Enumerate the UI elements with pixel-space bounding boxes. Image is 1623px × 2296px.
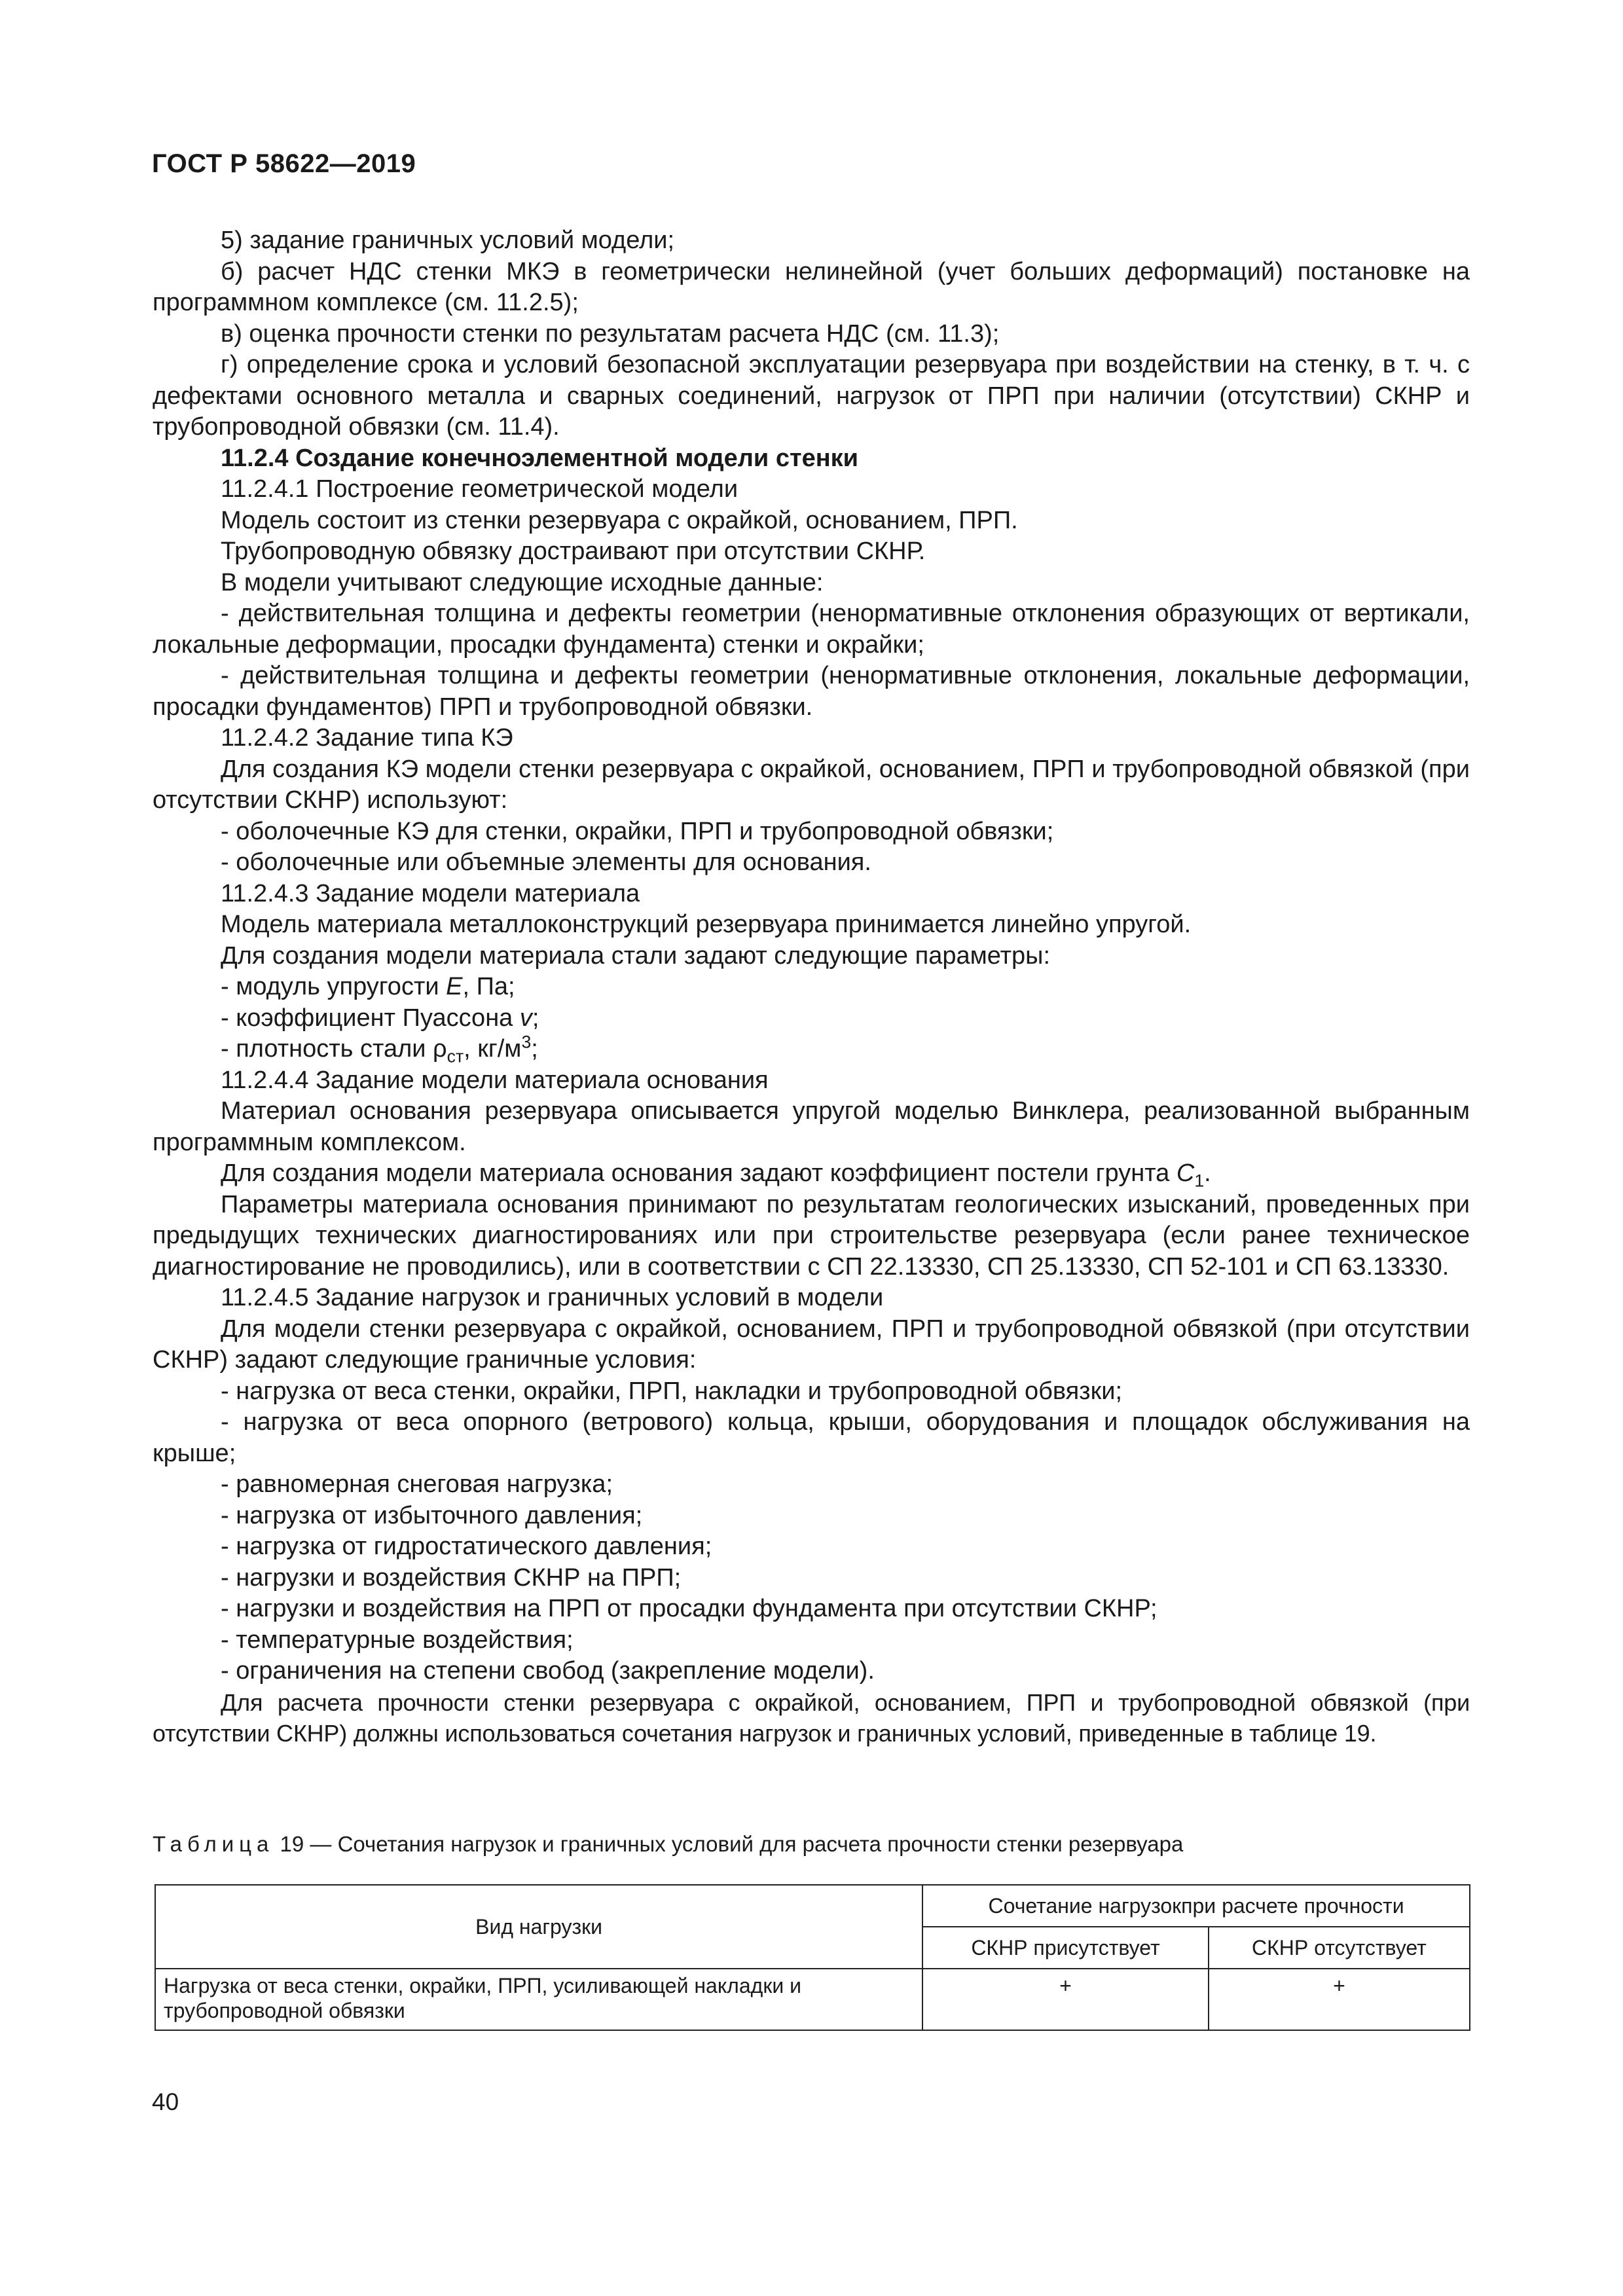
list-item: в) оценка прочности стенки по результатам расчета НДС (см. 11.3); bbox=[221, 319, 1000, 348]
superscript: 3 bbox=[521, 1032, 532, 1052]
subscript: 1 bbox=[1194, 1171, 1205, 1191]
paragraph: Материал основания резервуара описывается упругой моделью Винклера, реализованной выбранным программным комплексом. bbox=[153, 1097, 1470, 1156]
param-text: - модуль упругости bbox=[221, 973, 447, 1000]
list-item: г) определение срока и условий безопасной эксплуатации резервуара при воздействии на стенку, в т. ч. с дефектами основного металла и сварных соединений, нагрузок от ПРП при наличии (отсутствии) СКНР и трубопроводной обвязки (см. 11.4). bbox=[153, 351, 1470, 441]
page-number: 40 bbox=[152, 2088, 179, 2115]
list-item: - действительная толщина и дефекты геометрии (ненормативные отклонения, локальные деформации, просадки фундаментов) ПРП и трубопроводной обвязки. bbox=[153, 662, 1470, 721]
subscript: ст bbox=[447, 1046, 464, 1066]
symbol-c: C bbox=[1176, 1159, 1195, 1187]
table-row bbox=[155, 1969, 1470, 2030]
param-text: , кг/м bbox=[464, 1035, 522, 1063]
paragraph: В модели учитывают следующие исходные данные: bbox=[221, 568, 824, 596]
table-cell-present: + bbox=[922, 1969, 1209, 2030]
paragraph-bed-coefficient bbox=[153, 1158, 1470, 1190]
param-text: . bbox=[1204, 1159, 1211, 1187]
table-header-present: СКНР присутствует bbox=[922, 1927, 1209, 1969]
list-item: - нагрузки и воздействия СКНР на ПРП; bbox=[221, 1563, 682, 1592]
table-header-group: Сочетание нагрузокпри расчете прочности bbox=[922, 1885, 1470, 1927]
list-item: - действительная толщина и дефекты геометрии (ненормативные отклонения образующих от вертикали, локальные деформации, просадки фундамента) стенки и окрайки; bbox=[153, 600, 1470, 659]
list-item: - нагрузка от избыточного давления; bbox=[221, 1501, 643, 1529]
list-item: - температурные воздействия; bbox=[221, 1626, 574, 1654]
list-item: 5) задание граничных условий модели; bbox=[221, 227, 675, 254]
param-text: - плотность стали ρ bbox=[221, 1035, 447, 1063]
list-item: - равномерная снеговая нагрузка; bbox=[221, 1470, 613, 1498]
param-text: ; bbox=[531, 1035, 538, 1063]
paragraph: Для создания КЭ модели стенки резервуара с окрайкой, основанием, ПРП и трубопроводной обвязкой (при отсутствии СКНР) используют: bbox=[153, 755, 1470, 814]
symbol-e: E bbox=[446, 973, 463, 1000]
table-caption bbox=[153, 1831, 1183, 1857]
subsection-heading: 11.2.4.4 Задание модели материала основания bbox=[221, 1066, 769, 1094]
list-item: б) расчет НДС стенки МКЭ в геометрически нелинейной (учет больших деформаций) постановке на программном комплексе (см. 11.2.5); bbox=[153, 257, 1470, 316]
paragraph: Модель материала металлоконструкций резервуара принимается линейно упругой. bbox=[221, 911, 1192, 938]
paragraph: Параметры материала основания принимают по результатам геологических изысканий, проведенных при предыдущих технических диагностированиях или при строительстве резервуара (если ранее техническое диагностирование не проводились), или в соответствии с СП 22.13330, СП 25.13330, СП 52-101 и СП 63.13330. bbox=[153, 1190, 1470, 1281]
table-cell-absent: + bbox=[1209, 1969, 1470, 2030]
param-text: Для создания модели материала основания задают коэффициент постели грунта bbox=[221, 1159, 1176, 1187]
param-text: - коэффициент Пуассона bbox=[221, 1004, 520, 1032]
list-item: - оболочечные или объемные элементы для основания. bbox=[221, 848, 871, 876]
paragraph: Трубопроводную обвязку достраивают при отсутствии СКНР. bbox=[221, 538, 926, 565]
subsection-heading: 11.2.4.2 Задание типа КЭ bbox=[221, 724, 513, 752]
subsection-heading: 11.2.4.3 Задание модели материала bbox=[221, 879, 640, 907]
paragraph: Модель состоит из стенки резервуара с окрайкой, основанием, ПРП. bbox=[221, 506, 1018, 534]
paragraph: Для создания модели материала стали задают следующие параметры: bbox=[221, 941, 1051, 970]
list-item: - нагрузка от веса стенки, окрайки, ПРП, накладки и трубопроводной обвязки; bbox=[221, 1377, 1123, 1405]
loads-table bbox=[155, 1884, 1470, 2031]
document-header: ГОСТ Р 58622—2019 bbox=[152, 149, 416, 178]
table-cell-load: Нагрузка от веса стенки, окрайки, ПРП, усиливающей накладки и трубопроводной обвязки bbox=[155, 1969, 922, 2030]
symbol-nu: v bbox=[519, 1004, 532, 1032]
table-header-absent: СКНР отсутствует bbox=[1209, 1927, 1470, 1969]
section-heading: 11.2.4 Создание конечноэлементной модели стенки bbox=[221, 444, 859, 472]
param-text: , Па; bbox=[462, 973, 515, 1000]
table-caption-word: Таблица bbox=[153, 1832, 274, 1856]
list-item: - нагрузки и воздействия на ПРП от просадки фундамента при отсутствии СКНР; bbox=[221, 1595, 1158, 1622]
document-body bbox=[153, 225, 1470, 1749]
paragraph: Для расчета прочности стенки резервуара с окрайкой, основанием, ПРП и трубопроводной обвязкой (при отсутствии СКНР) должны использоваться сочетания нагрузок и граничных условий, приведенные в таблице 19. bbox=[153, 1688, 1470, 1747]
table-caption-text: 19 — Сочетания нагрузок и граничных условий для расчета прочности стенки резервуара bbox=[274, 1832, 1184, 1856]
subsection-heading: 11.2.4.5 Задание нагрузок и граничных условий в модели bbox=[221, 1284, 884, 1311]
table-header-load-type: Вид нагрузки bbox=[155, 1885, 922, 1969]
param-density bbox=[153, 1034, 1470, 1065]
subsection-heading: 11.2.4.1 Построение геометрической модели bbox=[221, 475, 739, 503]
paragraph: Для модели стенки резервуара с окрайкой, основанием, ПРП и трубопроводной обвязкой (при отсутствии СКНР) задают следующие граничные условия: bbox=[153, 1315, 1470, 1374]
list-item: - нагрузка от гидростатического давления; bbox=[221, 1533, 712, 1560]
list-item: - оболочечные КЭ для стенки, окрайки, ПРП и трубопроводной обвязки; bbox=[221, 817, 1054, 845]
param-poisson bbox=[153, 1003, 1470, 1034]
param-elastic-modulus bbox=[153, 972, 1470, 1003]
param-text: ; bbox=[532, 1004, 539, 1032]
list-item: - ограничения на степени свобод (закрепление модели). bbox=[221, 1657, 875, 1685]
list-item: - нагрузка от веса опорного (ветрового) кольца, крыши, оборудования и площадок обслуживания на крыше; bbox=[153, 1408, 1470, 1467]
